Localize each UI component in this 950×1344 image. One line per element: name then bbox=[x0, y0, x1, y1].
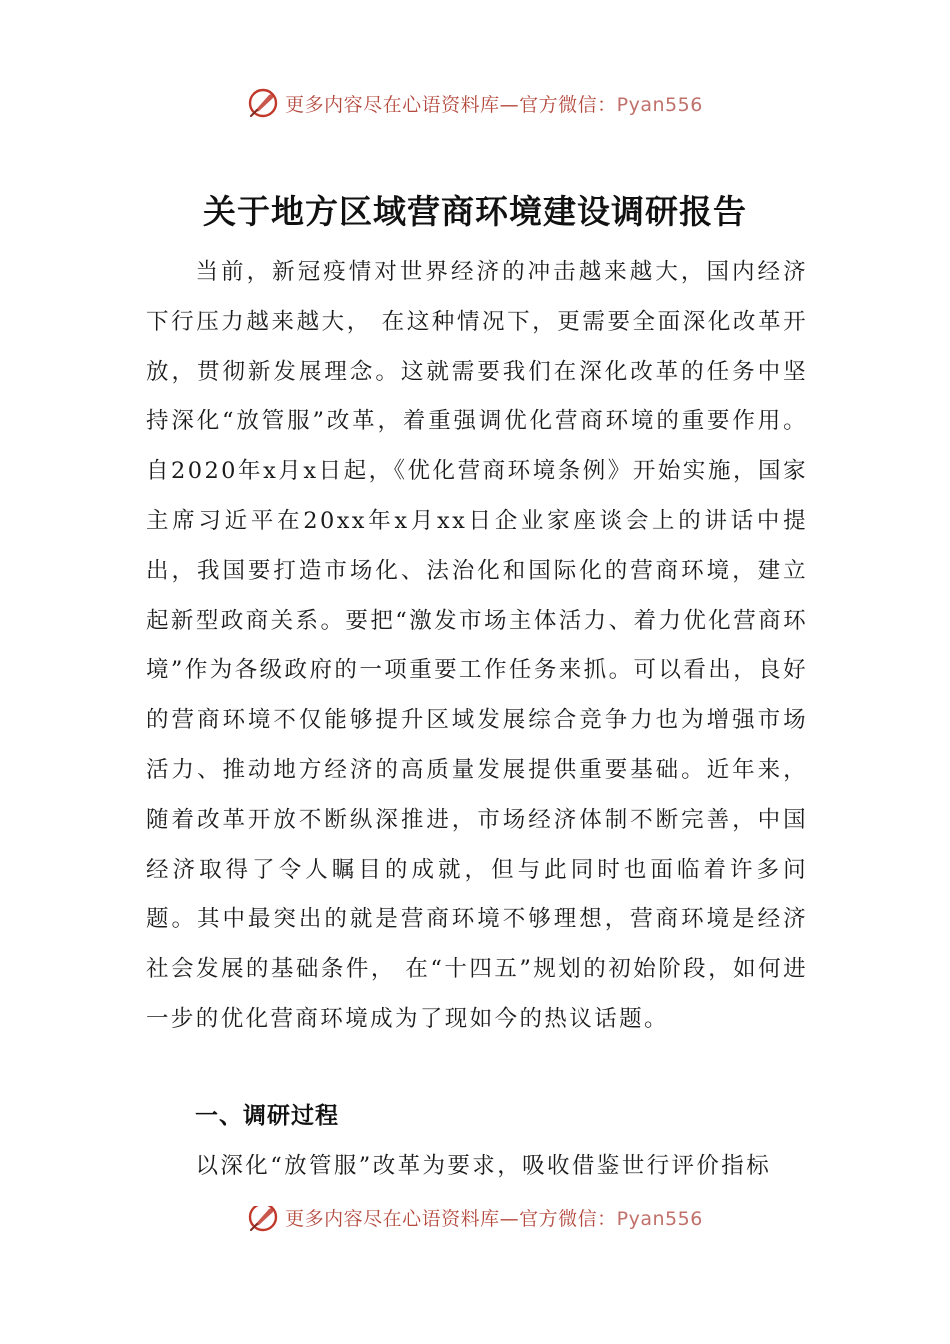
footer-quill-logo-icon bbox=[247, 1206, 279, 1233]
document-title: 关于地方区域营商环境建设调研报告 bbox=[203, 192, 747, 231]
banner-content bbox=[247, 87, 703, 119]
footer-banner-text bbox=[285, 1206, 703, 1231]
banner-main-text: 更多内容尽在心语资料库—官方微信： bbox=[285, 93, 617, 116]
section-heading-research-process: 一、调研过程 bbox=[195, 1103, 339, 1129]
footer-watermark-banner bbox=[0, 1206, 950, 1240]
section-1-paragraph: 以深化“放管服”改革为要求，吸收借鉴世行评价指标 bbox=[195, 1153, 772, 1179]
footer-banner-main-text: 更多内容尽在心语资料库—官方微信： bbox=[285, 1207, 617, 1230]
intro-paragraph: 当前，新冠疫情对世界经济的冲击越来越大，国内经济下行压力越来越大， 在这种情况下，更需要全面深化改革开放，贯彻新发展理念。这就需要我们在深化改革的任务中坚持深化“放管服”改革，着重强调优化营商环境的重要作用。自2020年x月x日起，《优化营商环境条例》开始实施，国家主席习近平在20xx年x月xx日企业家座谈会上的讲话中提出，我国要打造市场化、法治化和国际化的营商环境，建立起新型政商关系。要把“激发市场主体活力、着力优化营商环境”作为各级政府的一项重要工作任务来抓。可以看出，良好的营商环境不仅能够提升区域发展综合竞争力也为增强市场活力、推动地方经济的高质量发展提供重要基础。近年来，随着改革开放不断纵深推进，市场经济体制不断完善，中国经济取得了令人瞩目的成就，但与此同时也面临着许多问题。其中最突出的就是营商环境不够理想，营商环境是经济社会发展的基础条件， 在“十四五”规划的初始阶段，如何进一步的优化营商环境成为了现如今的热议话题。 bbox=[146, 259, 808, 1032]
banner-wechat-id: Pyan556 bbox=[616, 93, 703, 116]
quill-logo-icon bbox=[247, 87, 279, 119]
footer-banner-content bbox=[247, 1206, 703, 1233]
banner-text bbox=[285, 90, 703, 117]
footer-banner-wechat-id: Pyan556 bbox=[616, 1207, 703, 1230]
header-watermark-banner bbox=[0, 86, 950, 120]
